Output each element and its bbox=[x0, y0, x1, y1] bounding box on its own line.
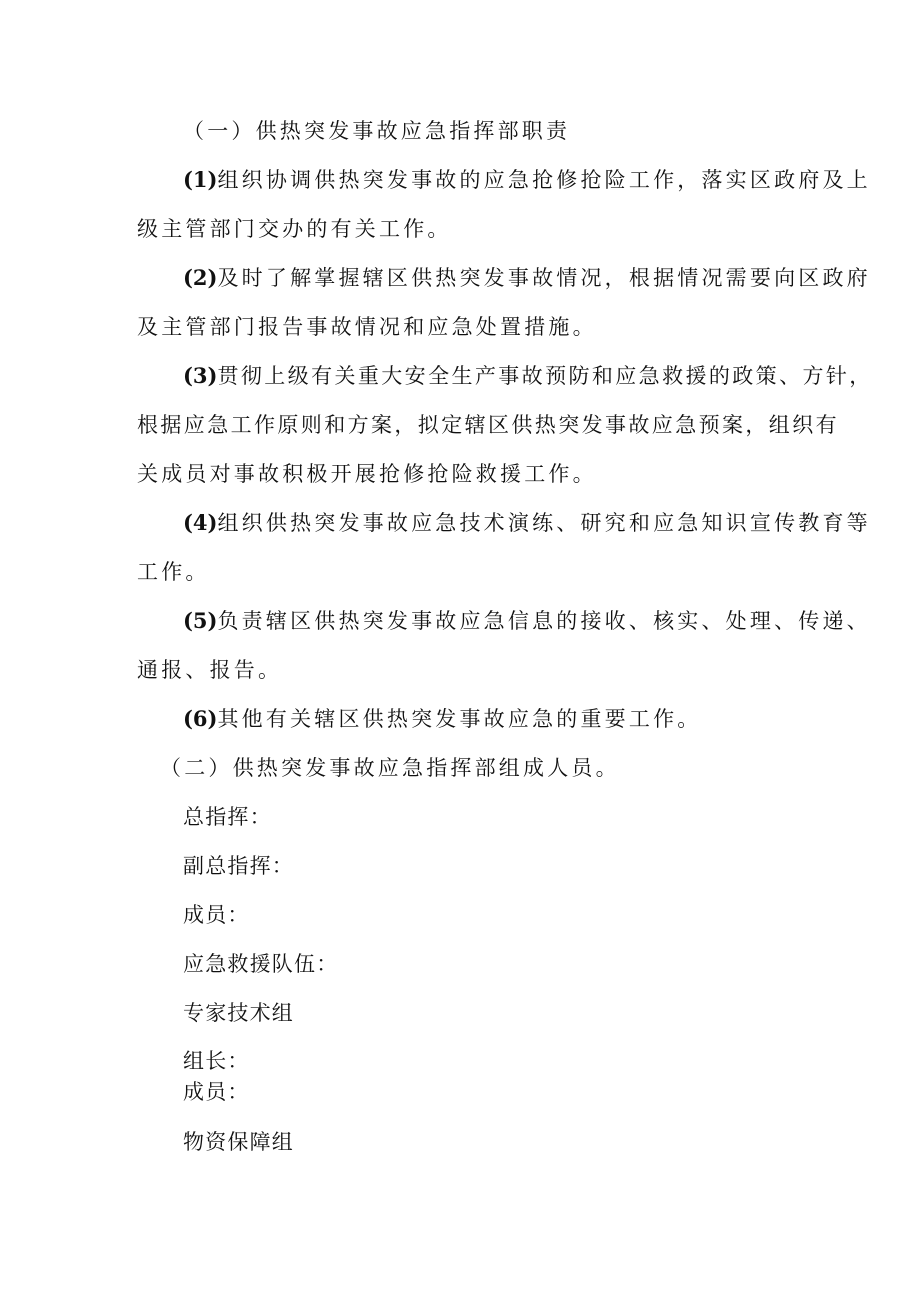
duty-4-line1 bbox=[183, 509, 871, 537]
duty-5-number: (5) bbox=[183, 608, 218, 633]
duty-1-number: (1) bbox=[183, 167, 218, 192]
duty-6-line1 bbox=[183, 705, 701, 733]
expert-group-label: 专家技术组 bbox=[183, 1001, 294, 1025]
duty-3-text: 贯彻上级有关重大安全生产事故预防和应急救援的政策、方针， bbox=[217, 364, 873, 388]
section2-heading: （二）供热突发事故应急指挥部组成人员。 bbox=[160, 756, 620, 780]
duty-2-line1 bbox=[183, 264, 871, 292]
duty-6-text: 其他有关辖区供热突发事故应急的重要工作。 bbox=[217, 707, 702, 731]
duty-6-number: (6) bbox=[183, 706, 218, 731]
duty-3-line3: 关成员对事故积极开展抢修抢险救援工作。 bbox=[137, 462, 597, 486]
duty-2-line2: 及主管部门报告事故情况和应急处置措施。 bbox=[137, 315, 597, 339]
rescue-team-label: 应急救援队伍： bbox=[183, 952, 339, 976]
duty-4-line2: 工作。 bbox=[137, 560, 210, 584]
duty-1-line1 bbox=[183, 166, 871, 194]
duty-5-line2: 通报、报告。 bbox=[137, 658, 283, 682]
duty-1-text: 组织协调供热突发事故的应急抢修抢险工作，落实区政府及上 bbox=[217, 168, 871, 192]
duty-2-number: (2) bbox=[183, 265, 218, 290]
section1-heading: （一）供热突发事故应急指挥部职责 bbox=[183, 119, 571, 143]
duty-2-text: 及时了解掌握辖区供热突发事故情况，根据情况需要向区政府 bbox=[217, 266, 871, 290]
group-leader-label: 组长： bbox=[183, 1049, 250, 1073]
duty-3-line1 bbox=[183, 362, 873, 390]
group-members-label: 成员： bbox=[183, 1080, 250, 1104]
duty-4-number: (4) bbox=[183, 510, 218, 535]
duty-3-line2: 根据应急工作原则和方案，拟定辖区供热突发事故应急预案，组织有 bbox=[137, 413, 839, 437]
supply-group-label: 物资保障组 bbox=[183, 1130, 294, 1154]
deputy-commander-label: 副总指挥： bbox=[183, 854, 294, 878]
duty-5-text: 负责辖区供热突发事故应急信息的接收、核实、处理、传递、 bbox=[217, 609, 871, 633]
duty-4-text: 组织供热突发事故应急技术演练、研究和应急知识宣传教育等 bbox=[217, 511, 871, 535]
commander-label: 总指挥： bbox=[183, 805, 272, 829]
duty-3-number: (3) bbox=[183, 363, 218, 388]
duty-5-line1 bbox=[183, 607, 871, 635]
members-label: 成员： bbox=[183, 903, 250, 927]
duty-1-line2: 级主管部门交办的有关工作。 bbox=[137, 217, 452, 241]
